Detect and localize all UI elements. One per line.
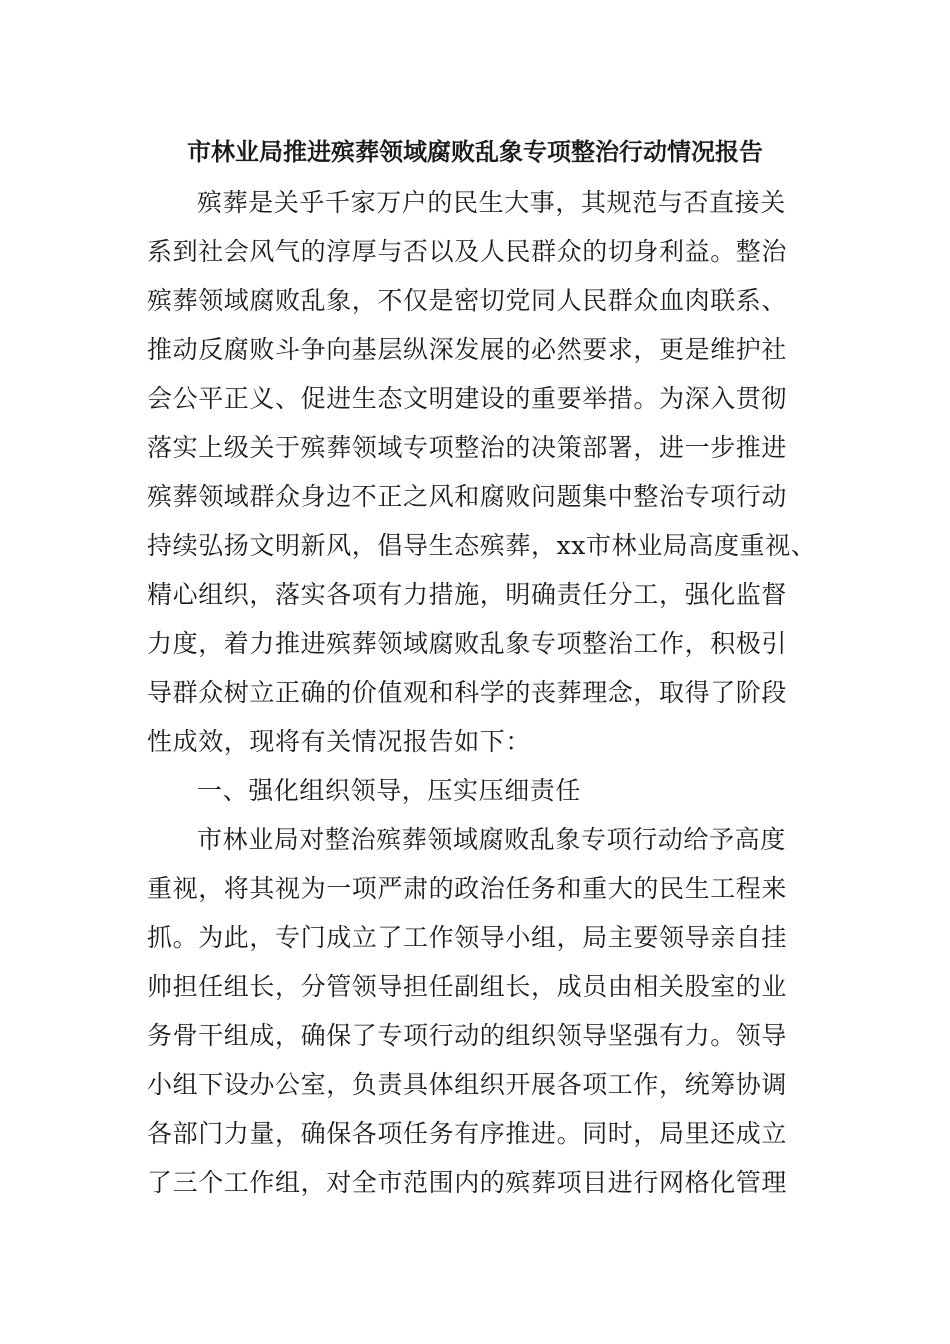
paragraph-line: 落实上级关于殡葬领域专项整治的决策部署，进一步推进: [147, 433, 788, 462]
paragraph-line: 重视，将其视为一项严肃的政治任务和重大的民生工程来: [147, 874, 788, 903]
paragraph-line: 会公平正义、促进生态文明建设的重要举措。为深入贯彻: [147, 384, 788, 413]
paragraph-line: 性成效，现将有关情况报告如下：: [147, 727, 532, 756]
section-heading: 一、强化组织领导，压实压细责任: [197, 776, 582, 805]
paragraph-line: 抓。为此，专门成立了工作领导小组，局主要领导亲自挂: [147, 923, 788, 952]
paragraph-line: 力度，着力推进殡葬领域腐败乱象专项整治工作，积极引: [147, 629, 788, 658]
paragraph-line: 殡葬领域群众身边不正之风和腐败问题集中整治专项行动: [147, 482, 788, 511]
paragraph-line: 系到社会风气的淳厚与否以及人民群众的切身利益。整治: [147, 237, 788, 266]
paragraph-line: 殡葬是关乎千家万户的民生大事，其规范与否直接关: [197, 188, 786, 217]
paragraph-line: 务骨干组成，确保了专项行动的组织领导坚强有力。领导: [147, 1021, 788, 1050]
paragraph-line: 各部门力量，确保各项任务有序推进。同时，局里还成立: [147, 1119, 788, 1148]
paragraph-line: 了三个工作组，对全市范围内的殡葬项目进行网格化管理: [147, 1168, 788, 1197]
paragraph-line: 导群众树立正确的价值观和科学的丧葬理念，取得了阶段: [147, 678, 788, 707]
paragraph-line: 推动反腐败斗争向基层纵深发展的必然要求，更是维护社: [147, 335, 788, 364]
paragraph-line: 市林业局对整治殡葬领域腐败乱象专项行动给予高度: [197, 825, 786, 854]
document-title: 市林业局推进殡葬领域腐败乱象专项整治行动情况报告: [187, 137, 763, 166]
paragraph-line: 殡葬领域腐败乱象，不仅是密切党同人民群众血肉联系、: [147, 286, 788, 315]
paragraph-line: 持续弘扬文明新风，倡导生态殡葬，xx市林业局高度重视、: [147, 531, 817, 560]
paragraph-line: 帅担任组长，分管领导担任副组长，成员由相关股室的业: [147, 972, 788, 1001]
paragraph-line: 精心组织，落实各项有力措施，明确责任分工，强化监督: [147, 580, 788, 609]
paragraph-line: 小组下设办公室，负责具体组织开展各项工作，统筹协调: [147, 1070, 788, 1099]
